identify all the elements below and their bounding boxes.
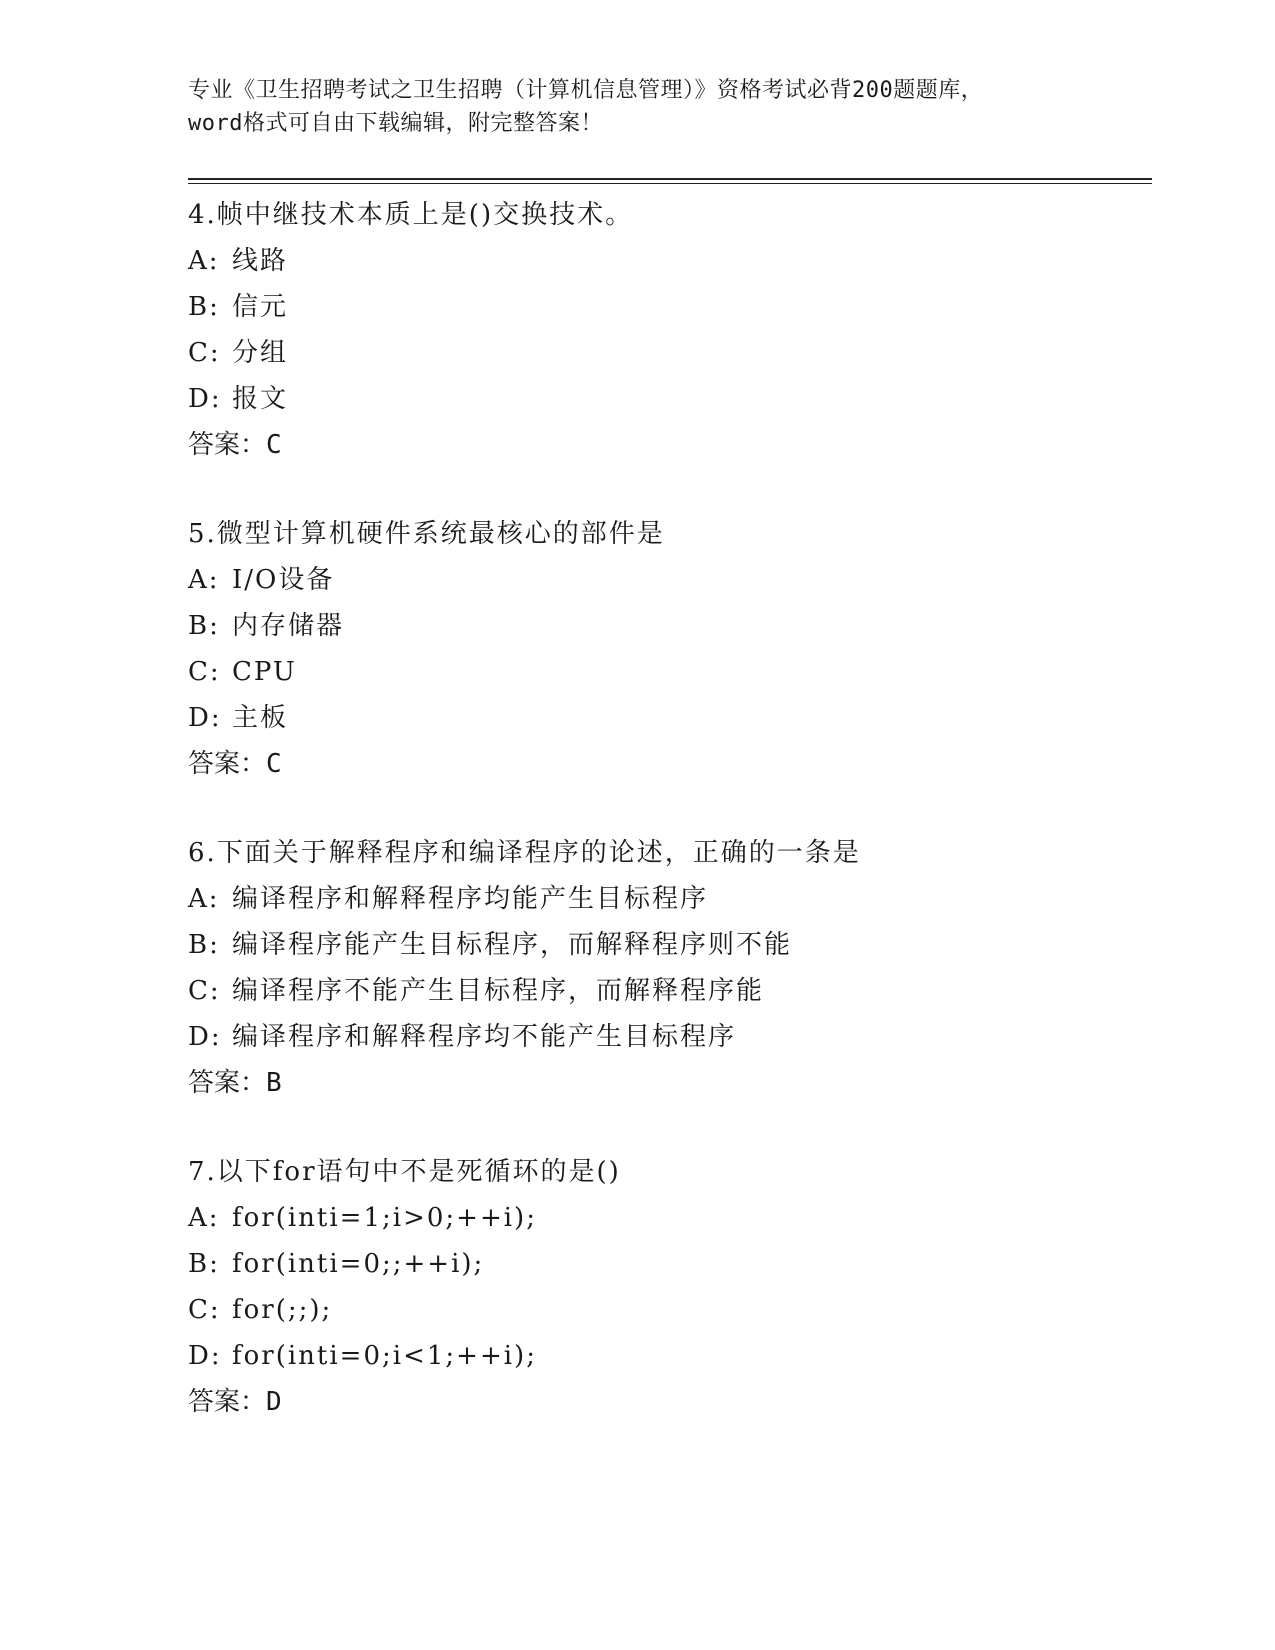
option-text: 主板 xyxy=(232,703,289,733)
option-c xyxy=(188,1287,1148,1333)
option-c xyxy=(188,649,1148,695)
option-key: B: xyxy=(188,611,220,641)
option-c xyxy=(188,968,1148,1014)
option-text: 分组 xyxy=(232,338,289,368)
option-text: 内存储器 xyxy=(232,611,345,641)
header-divider-thick xyxy=(188,178,1152,180)
option-key: A: xyxy=(188,884,220,914)
option-key: D: xyxy=(188,1341,222,1371)
answer-line: 答案：C xyxy=(188,430,282,460)
option-d xyxy=(188,376,1148,422)
option-text: 编译程序和解释程序均能产生目标程序 xyxy=(232,884,709,914)
option-text: 编译程序和解释程序均不能产生目标程序 xyxy=(232,1022,737,1052)
document-header xyxy=(188,74,1088,140)
question-item xyxy=(188,192,1148,468)
option-key: D: xyxy=(188,1022,222,1052)
option-text: 报文 xyxy=(232,384,289,414)
option-d xyxy=(188,1333,1148,1379)
option-key: A: xyxy=(188,565,220,595)
question-stem: 5.微型计算机硬件系统最核心的部件是 xyxy=(188,519,665,549)
option-b xyxy=(188,603,1148,649)
option-key: B: xyxy=(188,292,220,322)
option-key: D: xyxy=(188,703,222,733)
option-key: C: xyxy=(188,657,221,687)
option-text: 编译程序能产生目标程序，而解释程序则不能 xyxy=(232,930,793,960)
question-stem: 6.下面关于解释程序和编译程序的论述，正确的一条是 xyxy=(188,838,861,868)
option-text: for(inti=1;i>0;++i); xyxy=(232,1203,537,1233)
option-a xyxy=(188,876,1148,922)
option-key: C: xyxy=(188,1295,221,1325)
option-key: A: xyxy=(188,246,220,276)
option-key: C: xyxy=(188,338,221,368)
option-key: C: xyxy=(188,976,221,1006)
answer-line: 答案：C xyxy=(188,749,282,779)
header-line-2: word格式可自由下载编辑，附完整答案！ xyxy=(188,111,603,136)
option-text: for(;;); xyxy=(232,1295,333,1325)
option-a xyxy=(188,1195,1148,1241)
option-text: 编译程序不能产生目标程序，而解释程序能 xyxy=(232,976,765,1006)
option-key: B: xyxy=(188,930,220,960)
option-b xyxy=(188,922,1148,968)
question-stem: 4.帧中继技术本质上是()交换技术。 xyxy=(188,200,634,230)
option-text: 信元 xyxy=(232,292,289,322)
option-c xyxy=(188,330,1148,376)
option-d xyxy=(188,695,1148,741)
question-item xyxy=(188,1149,1148,1425)
question-list xyxy=(188,192,1148,1468)
question-item xyxy=(188,511,1148,787)
option-text: for(inti=0;;++i); xyxy=(232,1249,485,1279)
answer-line: 答案：B xyxy=(188,1068,282,1098)
option-text: I/O设备 xyxy=(232,565,335,595)
option-a xyxy=(188,557,1148,603)
option-key: B: xyxy=(188,1249,220,1279)
option-b xyxy=(188,284,1148,330)
option-text: 线路 xyxy=(232,246,289,276)
option-a xyxy=(188,238,1148,284)
question-item xyxy=(188,830,1148,1106)
option-text: for(inti=0;i<1;++i); xyxy=(232,1341,537,1371)
answer-line: 答案：D xyxy=(188,1387,282,1417)
option-key: A: xyxy=(188,1203,220,1233)
header-line-1: 专业《卫生招聘考试之卫生招聘（计算机信息管理）》资格考试必背200题题库， xyxy=(188,78,984,103)
question-stem: 7.以下for语句中不是死循环的是() xyxy=(188,1157,621,1187)
header-divider-thin xyxy=(188,183,1152,184)
option-d xyxy=(188,1014,1148,1060)
option-text: CPU xyxy=(232,657,297,687)
option-b xyxy=(188,1241,1148,1287)
option-key: D: xyxy=(188,384,222,414)
